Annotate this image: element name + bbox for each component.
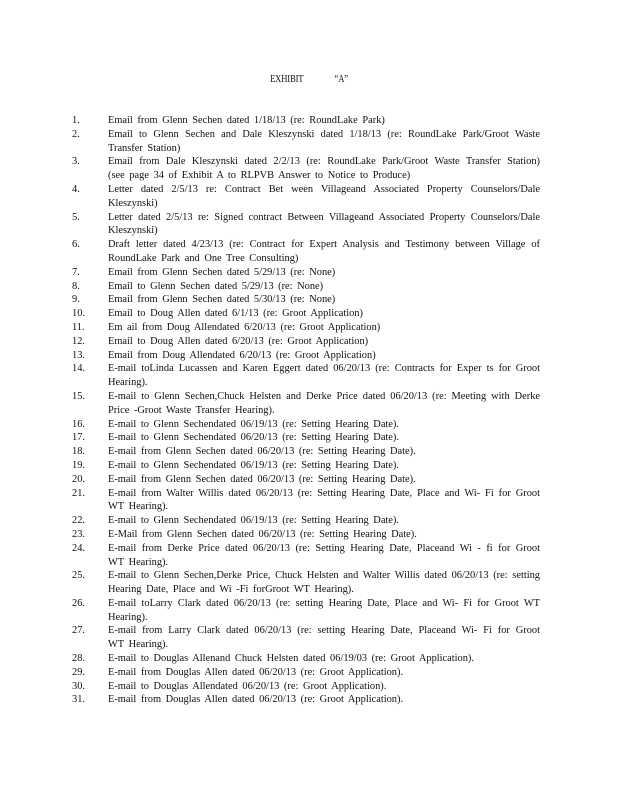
item-description: Email to Glenn Sechen dated 5/29/13 (re: None): [108, 280, 324, 292]
item-number: 18.: [72, 446, 85, 458]
item-number: 13.: [72, 349, 85, 361]
item-description: E-mail to Glenn Sechendated 06/20/13 (re: Setting Hearing Date).: [108, 432, 399, 444]
list-item: [0, 487, 618, 515]
item-description: Email to Doug Allen dated 6/1/13 (re: Groot Application): [108, 308, 363, 320]
item-number: 5.: [72, 211, 80, 223]
list-item: [0, 155, 618, 183]
item-description: Email from Dale Kleszynski dated 2/2/13 (re: RoundLake Park/Groot Waste Transfer Station) (see page 34 of Exhibit A to RLPVB Answer to Notice to Produce): [108, 156, 540, 182]
item-description: Email from Glenn Sechen dated 5/30/13 (re: None): [108, 294, 336, 306]
item-description: E-mail to Glenn Sechendated 06/19/13 (re: Setting Hearing Date).: [108, 515, 399, 527]
item-number: 31.: [72, 694, 85, 706]
item-number: 25.: [72, 570, 85, 582]
exhibit-label: EXHIBIT: [270, 74, 304, 85]
list-item: [0, 473, 618, 487]
list-item: [0, 680, 618, 694]
item-number: 27.: [72, 625, 85, 637]
item-number: 21.: [72, 487, 85, 499]
list-item: [0, 321, 618, 335]
item-description: Email from Glenn Sechen dated 5/29/13 (re: None): [108, 266, 336, 278]
item-description: E-Mail from Glenn Sechen dated 06/20/13 (re: Setting Hearing Date).: [108, 528, 417, 540]
list-item: [0, 459, 618, 473]
item-description: Email to Doug Allen dated 6/20/13 (re: Groot Application): [108, 335, 369, 347]
item-number: 14.: [72, 363, 85, 375]
item-number: 6.: [72, 239, 80, 251]
list-item: [0, 569, 618, 597]
list-item: [0, 418, 618, 432]
list-item: [0, 514, 618, 528]
list-item: [0, 528, 618, 542]
list-item: [0, 307, 618, 321]
item-description: Letter dated 2/5/13 re: Signed contract Between Villageand Associated Property Counselors/Dale Kleszynski): [108, 211, 540, 237]
item-description: E-mail to Douglas Allendated 06/20/13 (re: Groot Application).: [108, 680, 387, 692]
item-number: 4.: [72, 183, 80, 195]
item-description: E-mail to Glenn Sechen,Derke Price, Chuck Helsten and Walter Willis dated 06/20/13 (re: setting Hearing Date, Place and Wi -Fi forGroot WT Hearing).: [108, 570, 540, 596]
list-item: [0, 128, 618, 156]
item-description: E-mail to Glenn Sechen,Chuck Helsten and Derke Price dated 06/20/13 (re: Meeting with Derke Price -Groot Waste Transfer Hearing).: [108, 390, 540, 416]
list-item: [0, 183, 618, 211]
item-description: E-mail toLarry Clark dated 06/20/13 (re: setting Hearing Date, Place and Wi- Fi for Groot WT Hearing).: [108, 597, 540, 623]
list-item: [0, 266, 618, 280]
list-item: [0, 666, 618, 680]
item-number: 22.: [72, 515, 85, 527]
item-number: 12.: [72, 335, 85, 347]
list-item: [0, 390, 618, 418]
item-number: 3.: [72, 156, 80, 168]
list-item: [0, 652, 618, 666]
item-number: 29.: [72, 666, 85, 678]
item-description: Em ail from Doug Allendated 6/20/13 (re: Groot Application): [108, 321, 381, 333]
item-number: 1.: [72, 115, 80, 126]
list-item: [0, 542, 618, 570]
item-number: 20.: [72, 473, 85, 485]
item-number: 11.: [72, 321, 85, 333]
item-number: 2.: [72, 128, 80, 140]
item-description: E-mail toLinda Lucassen and Karen Eggert dated 06/20/13 (re: Contracts for Exper ts for Groot Hearing).: [108, 363, 540, 389]
item-number: 30.: [72, 680, 85, 692]
item-description: E-mail to Douglas Allenand Chuck Helsten dated 06/19/03 (re: Groot Application).: [108, 653, 474, 665]
item-description: E-mail from Walter Willis dated 06/20/13 (re: Setting Hearing Date, Place and Wi- Fi for Groot WT Hearing).: [108, 487, 540, 513]
item-description: Letter dated 2/5/13 re: Contract Bet ween Villageand Associated Property Counselors/Dale Kleszynski): [108, 183, 540, 209]
list-item: [0, 445, 618, 459]
item-number: 15.: [72, 390, 85, 402]
list-item: [0, 693, 618, 707]
list-item: [0, 114, 618, 128]
item-number: 7.: [72, 266, 80, 278]
list-item: [0, 431, 618, 445]
item-description: E-mail to Glenn Sechendated 06/19/13 (re: Setting Hearing Date).: [108, 418, 399, 430]
list-item: [0, 238, 618, 266]
item-description: Email from Glenn Sechen dated 1/18/13 (re: RoundLake Park): [108, 115, 385, 126]
exhibit-heading: [56, 74, 563, 85]
item-description: E-mail from Douglas Allen dated 06/20/13 (re: Groot Application).: [108, 694, 404, 706]
item-description: Draft letter dated 4/23/13 (re: Contract for Expert Analysis and Testimony between Village of RoundLake Park and One Tree Consulting): [108, 239, 540, 264]
item-number: 24.: [72, 542, 85, 554]
item-description: E-mail from Glenn Sechen dated 06/20/13 (re: Setting Hearing Date).: [108, 446, 416, 458]
item-number: 19.: [72, 459, 85, 471]
exhibit-list: [0, 114, 618, 707]
list-item: [0, 597, 618, 625]
list-item: [0, 293, 618, 307]
item-number: 16.: [72, 418, 85, 430]
list-item: [0, 349, 618, 363]
item-number: 10.: [72, 308, 85, 320]
item-description: Email from Doug Allendated 6/20/13 (re: Groot Application): [108, 349, 376, 361]
item-description: E-mail from Derke Price dated 06/20/13 (re: Setting Hearing Date, Placeand Wi - fi for Groot WT Hearing).: [108, 542, 540, 568]
item-number: 17.: [72, 432, 85, 444]
exhibit-letter: “A”: [334, 74, 348, 85]
item-description: E-mail from Glenn Sechen dated 06/20/13 (re: Setting Hearing Date).: [108, 473, 416, 485]
list-item: [0, 211, 618, 239]
item-description: E-mail from Larry Clark dated 06/20/13 (re: setting Hearing Date, Placeand Wi- Fi for Groot WT Hearing).: [108, 625, 540, 651]
list-item: [0, 362, 618, 390]
item-description: E-mail to Glenn Sechendated 06/19/13 (re: Setting Hearing Date).: [108, 459, 399, 471]
item-number: 26.: [72, 597, 85, 609]
item-description: E-mail from Douglas Allen dated 06/20/13 (re: Groot Application).: [108, 666, 404, 678]
list-item: [0, 280, 618, 294]
item-number: 8.: [72, 280, 80, 292]
list-item: [0, 624, 618, 652]
list-item: [0, 335, 618, 349]
item-description: Email to Glenn Sechen and Dale Kleszynski dated 1/18/13 (re: RoundLake Park/Groot Waste Transfer Station): [108, 128, 540, 154]
item-number: 23.: [72, 528, 85, 540]
item-number: 9.: [72, 294, 80, 306]
item-number: 28.: [72, 653, 85, 665]
